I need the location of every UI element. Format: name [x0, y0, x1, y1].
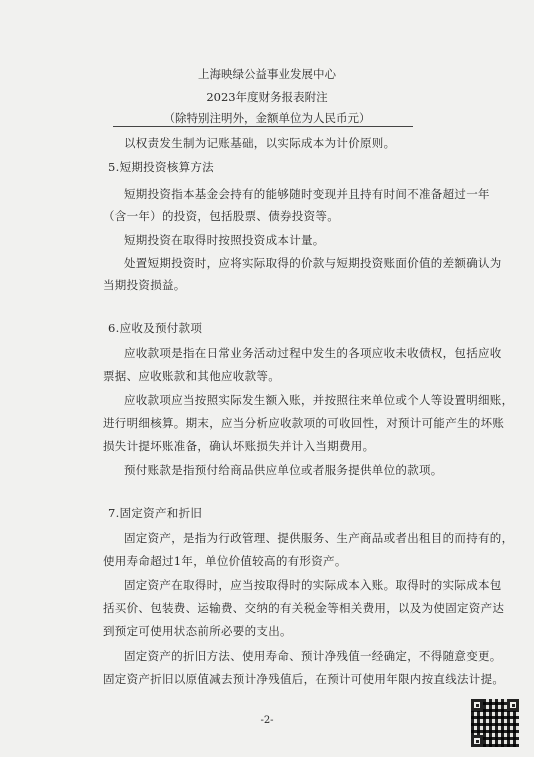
paragraph-line: 应收款项是指在日常业务活动过程中发生的各项应收未收债权，包括应收: [124, 346, 502, 360]
paragraph-line: 短期投资指本基金会持有的能够随时变现并且持有时间不准备超过一年: [124, 187, 490, 201]
paragraph-line: 当期投资损益。: [103, 278, 186, 292]
report-title: 2023年度财务报表附注: [206, 90, 328, 104]
qr-finder-pattern: [471, 699, 483, 711]
section-heading-7: 7.固定资产和折旧: [108, 506, 203, 520]
section-heading-6: 6.应收及预付款项: [108, 321, 203, 335]
paragraph-line: 固定资产，是指为行政管理、提供服务、生产商品或者出租目的而持有的，: [124, 531, 514, 545]
paragraph-line: （含一年）的投资，包括股票、债券投资等。: [103, 209, 339, 223]
paragraph-line: 括买价、包装费、运输费、交纳的有关税金等相关费用，以及为使固定资产达: [103, 601, 505, 615]
org-name: 上海映绿公益事业发展中心: [198, 67, 336, 81]
header-rule: [113, 126, 413, 127]
paragraph-line: 固定资产的折旧方法、使用寿命、预计净残值一经确定，不得随意变更。: [124, 649, 502, 663]
paragraph-line: 固定资产折旧以原值减去预计净残值后，在预计可使用年限内按直线法计提。: [103, 672, 505, 686]
qr-finder-pattern: [471, 735, 483, 747]
paragraph-line: 使用寿命超过1年，单位价值较高的有形资产。: [103, 554, 347, 568]
paragraph-line: 进行明细核算。期末，应当分析应收款项的可收回性，对预计可能产生的坏账: [103, 416, 505, 430]
paragraph-line: 票据、应收账款和其他应收款等。: [103, 369, 280, 383]
page-number: -2-: [260, 715, 274, 726]
qr-finder-pattern: [507, 699, 519, 711]
paragraph-line: 处置短期投资时，应将实际取得的价款与短期投资账面价值的差额确认为: [124, 256, 502, 270]
paragraph-line: 固定资产在取得时，应当按取得时的实际成本入账。取得时的实际成本包: [124, 578, 502, 592]
paragraph-line: 损失计提坏账准备，确认坏账损失并计入当期费用。: [103, 439, 375, 453]
paragraph-line: 到预定可使用状态前所必要的支出。: [103, 624, 292, 638]
paragraph-line: 以权责发生制为记账基础，以实际成本为计价原则。: [124, 136, 396, 150]
paragraph-line: 短期投资在取得时按照投资成本计量。: [124, 233, 325, 247]
section-heading-5: 5.短期投资核算方法: [108, 160, 214, 174]
qr-code-icon: [471, 699, 519, 747]
paragraph-line: 预付账款是指预付给商品供应单位或者服务提供单位的款项。: [124, 463, 443, 477]
currency-note: （除特别注明外，金额单位为人民币元）: [163, 111, 371, 125]
paragraph-line: 应收款项应当按照实际发生额入账，并按照往来单位或个人等设置明细账，: [124, 393, 514, 407]
